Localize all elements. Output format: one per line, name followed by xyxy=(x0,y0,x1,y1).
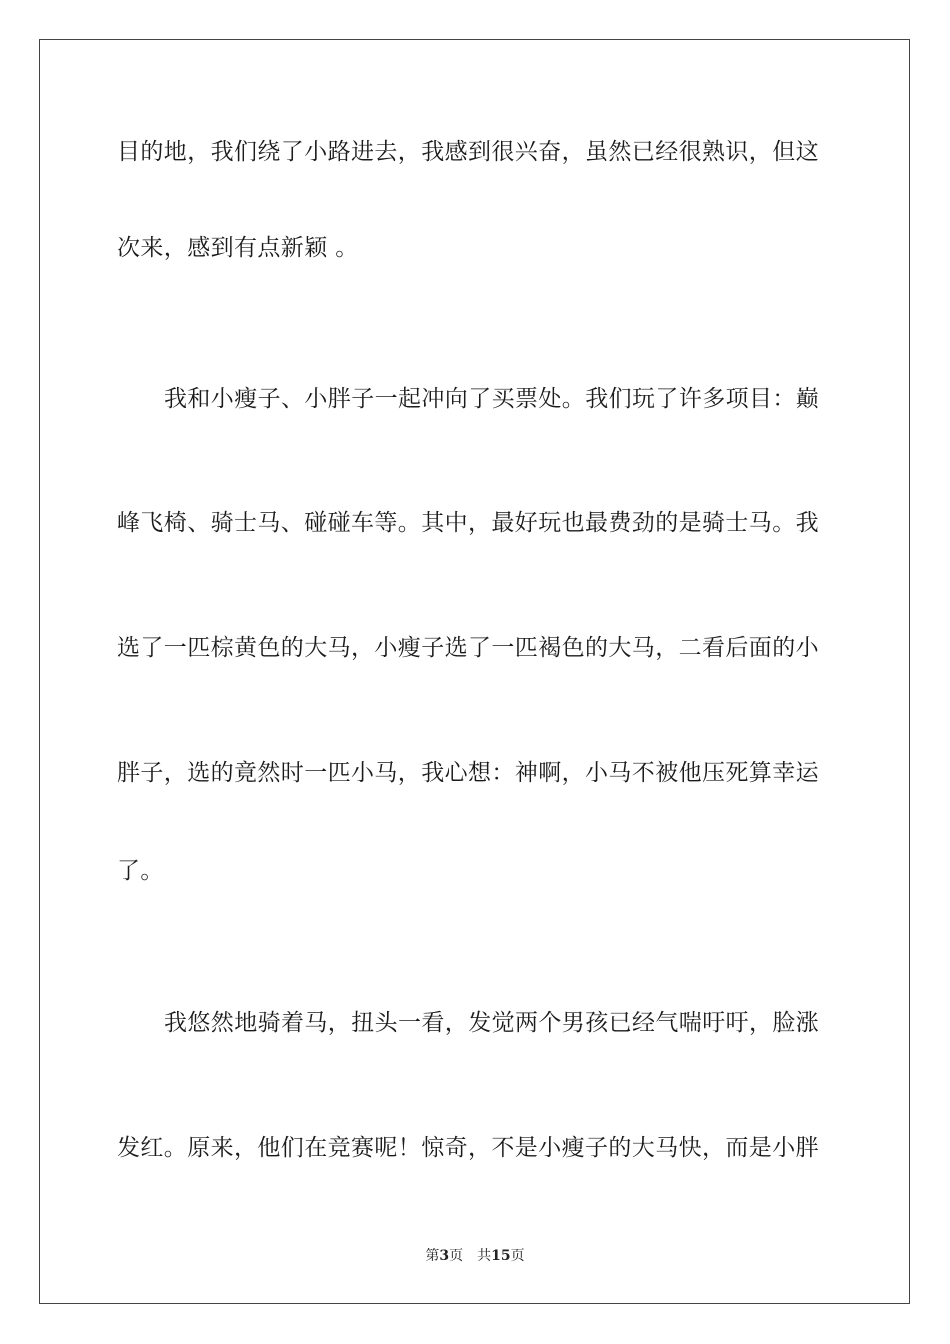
text-line: 我和小瘦子、小胖子一起冲向了买票处。我们玩了许多项目：巅 xyxy=(164,386,820,412)
text-line: 次来，感到有点新颖 。 xyxy=(117,235,359,261)
text-line: 发红。原来，他们在竞赛呢！惊奇，不是小瘦子的大马快，而是小胖 xyxy=(117,1135,819,1161)
text-line: 峰飞椅、骑士马、碰碰车等。其中，最好玩也最费劲的是骑士马。我 xyxy=(117,510,819,536)
page-suffix: 页 xyxy=(449,1248,464,1264)
total-prefix: 共 xyxy=(477,1248,492,1264)
text-line: 选了一匹棕黄色的大马，小瘦子选了一匹褐色的大马，二看后面的小 xyxy=(117,635,819,661)
text-line: 目的地，我们绕了小路进去，我感到很兴奋，虽然已经很熟识，但这 xyxy=(117,139,819,165)
total-pages: 15 xyxy=(491,1248,511,1264)
page-prefix: 第 xyxy=(425,1248,440,1264)
text-line: 胖子，选的竟然时一匹小马，我心想：神啊，小马不被他压死算幸运 xyxy=(117,760,819,786)
text-line: 了。 xyxy=(117,858,164,884)
text-line: 我悠然地骑着马，扭头一看，发觉两个男孩已经气喘吁吁，脸涨 xyxy=(164,1010,820,1036)
page-number: 3 xyxy=(439,1248,450,1264)
page-border xyxy=(39,39,910,1304)
total-suffix: 页 xyxy=(510,1248,525,1264)
page-footer xyxy=(0,1247,950,1265)
